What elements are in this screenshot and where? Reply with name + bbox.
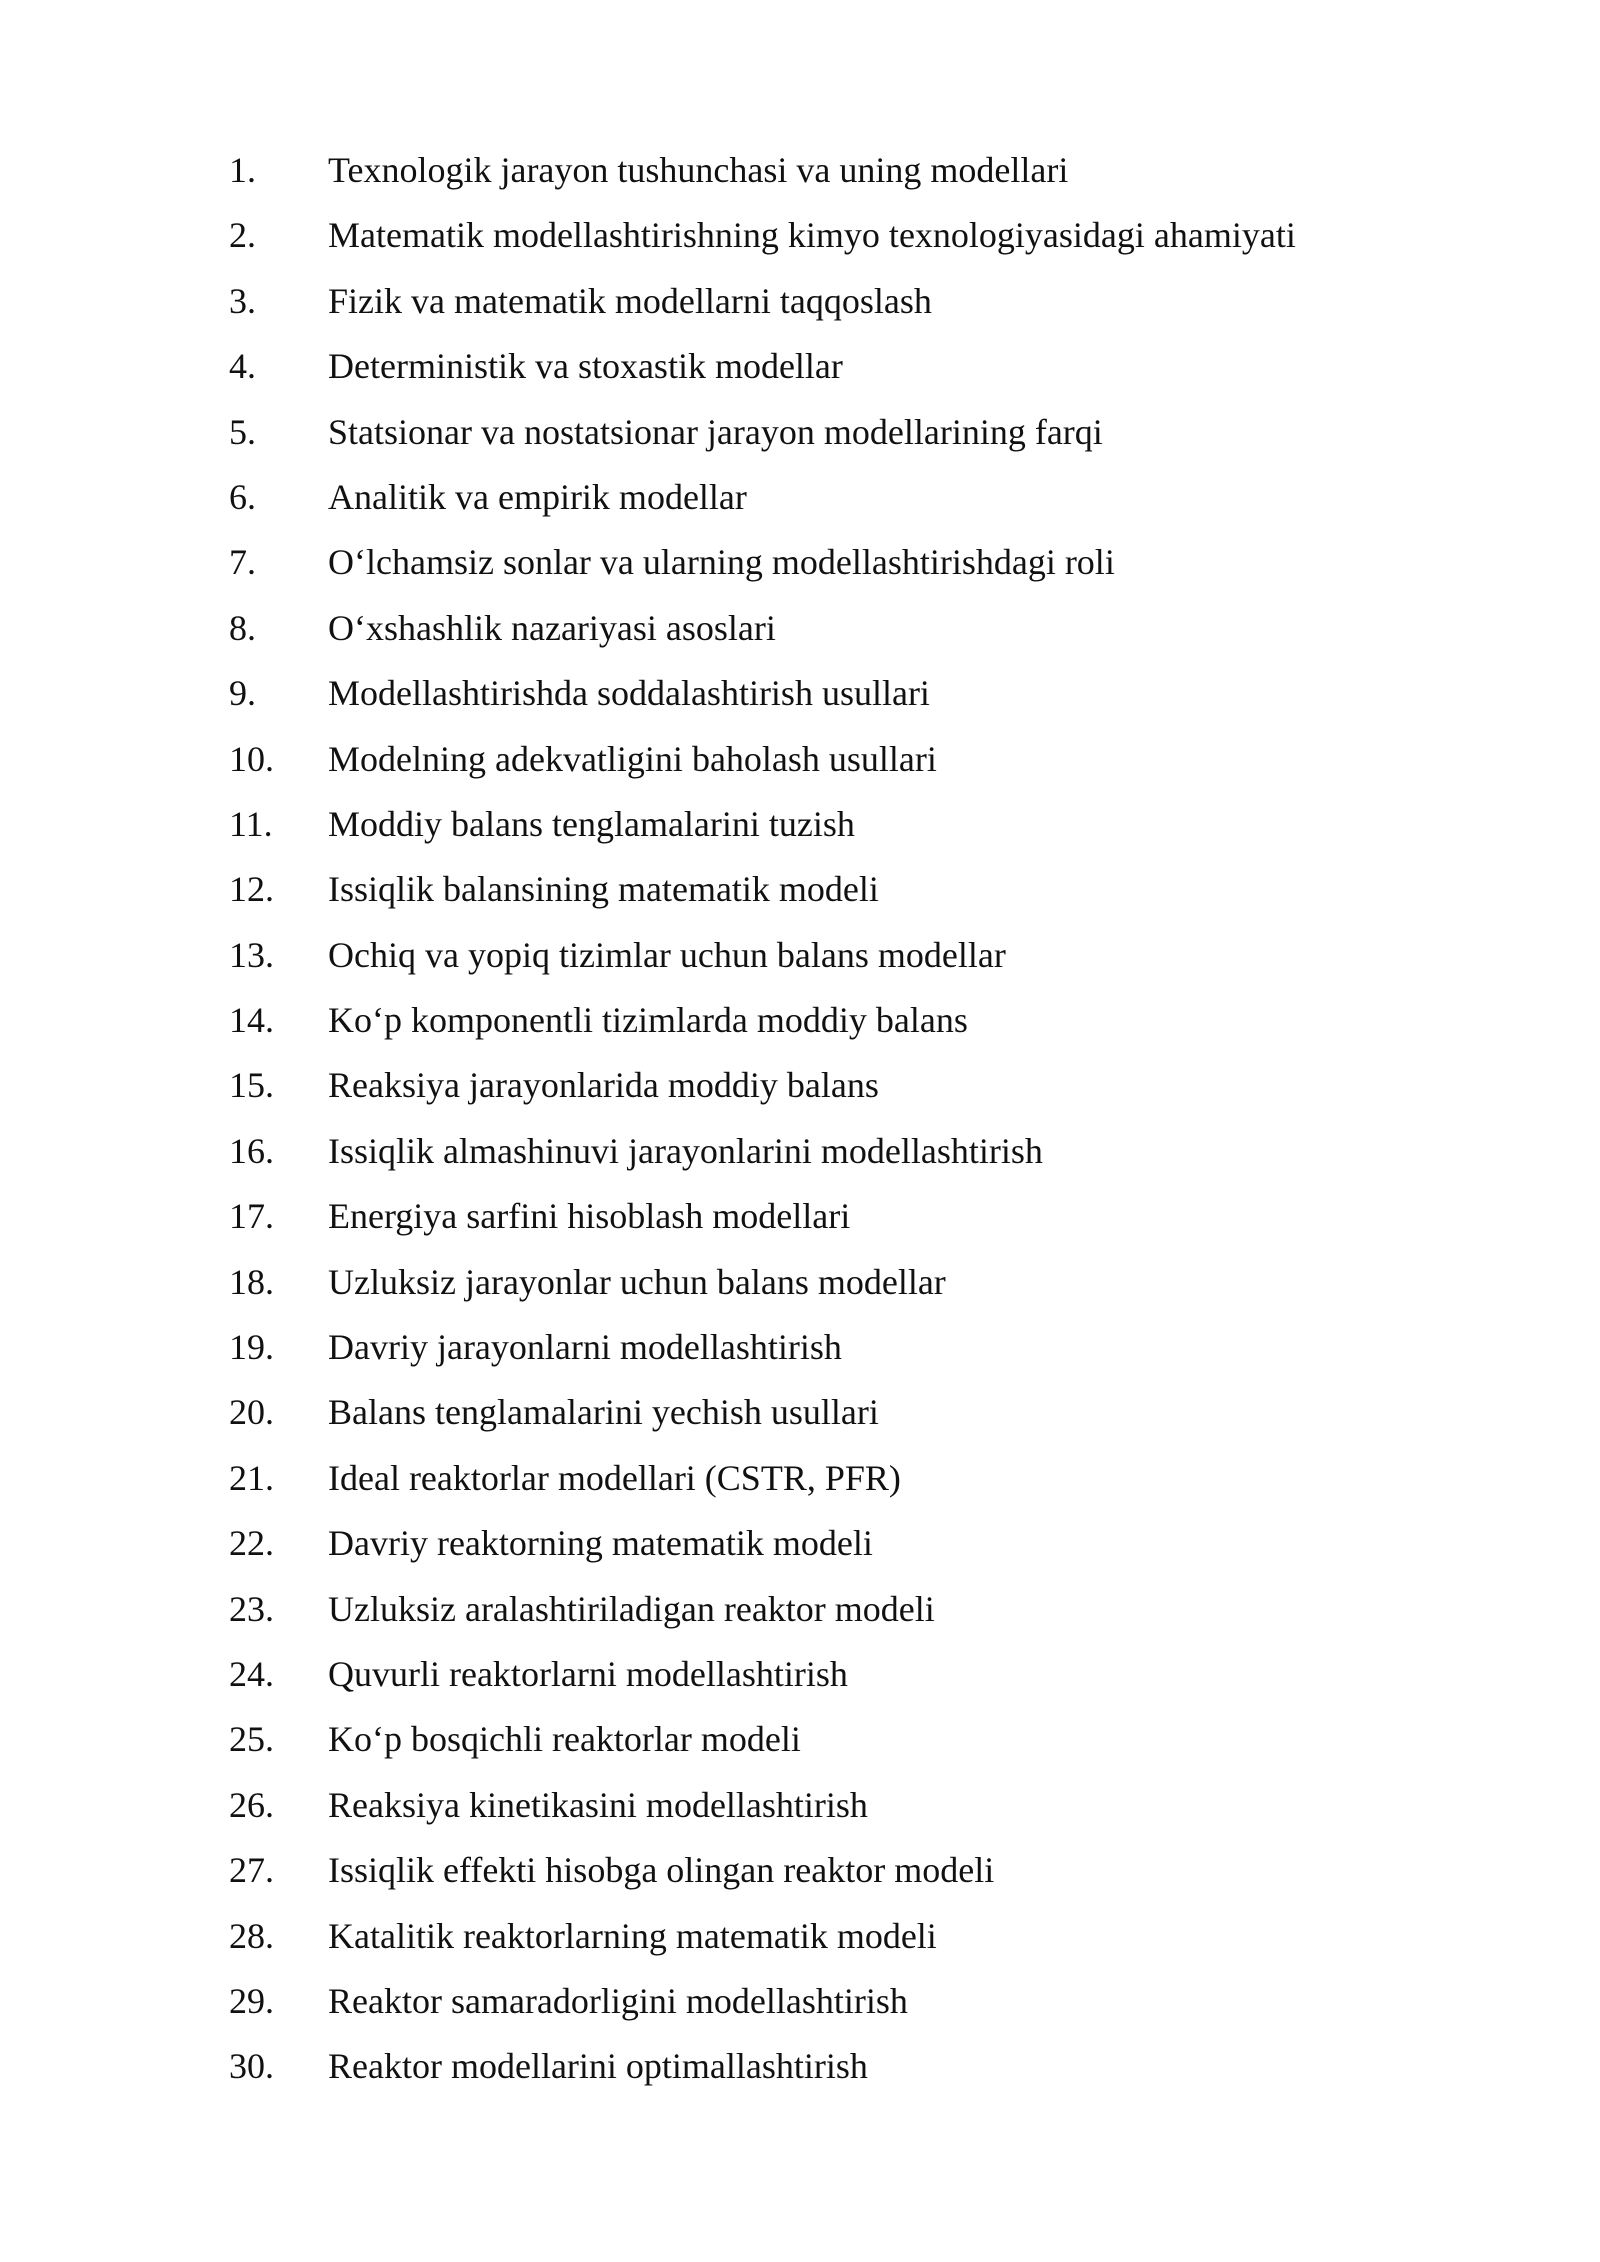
list-item	[229, 1262, 1429, 1327]
list-item	[229, 477, 1429, 542]
list-item-text: Analitik va empirik modellar	[328, 476, 747, 517]
topic-list	[229, 150, 1429, 2112]
list-item	[229, 935, 1429, 1000]
list-item	[229, 1000, 1429, 1065]
list-item-text: Issiqlik almashinuvi jarayonlarini modellashtirish	[328, 1130, 1043, 1171]
list-item-number: 22.	[229, 1523, 274, 1564]
list-item-number: 6.	[229, 476, 256, 517]
list-item-text: Davriy reaktorning matematik modeli	[328, 1523, 873, 1564]
list-item	[229, 1589, 1429, 1654]
list-item	[229, 1131, 1429, 1196]
list-item-number: 25.	[229, 1719, 274, 1760]
list-item-number: 2.	[229, 215, 256, 256]
list-item-number: 8.	[229, 607, 256, 648]
list-item-number: 12.	[229, 869, 274, 910]
list-item-number: 7.	[229, 542, 256, 583]
list-item-text: Balans tenglamalarini yechish usullari	[328, 1392, 879, 1433]
list-item-number: 27.	[229, 1850, 274, 1891]
list-item-number: 1.	[229, 150, 256, 190]
list-item-number: 30.	[229, 2046, 274, 2087]
list-item-text: Reaktor samaradorligini modellashtirish	[328, 1980, 908, 2021]
list-item	[229, 1785, 1429, 1850]
list-item	[229, 1654, 1429, 1719]
list-item	[229, 1196, 1429, 1261]
list-item-text: Modelning adekvatligini baholash usullari	[328, 738, 937, 779]
list-item	[229, 281, 1429, 346]
list-item-text: Ochiq va yopiq tizimlar uchun balans modellar	[328, 934, 1006, 975]
list-item	[229, 215, 1429, 280]
list-item-number: 21.	[229, 1457, 274, 1498]
list-item-number: 23.	[229, 1588, 274, 1629]
list-item-number: 18.	[229, 1261, 274, 1302]
list-item	[229, 1916, 1429, 1981]
list-item	[229, 542, 1429, 607]
list-item-text: Reaksiya kinetikasini modellashtirish	[328, 1784, 868, 1825]
list-item	[229, 1981, 1429, 2046]
list-item-number: 17.	[229, 1196, 274, 1237]
list-item-text: Reaktor modellarini optimallashtirish	[328, 2046, 868, 2087]
list-item-text: Deterministik va stoxastik modellar	[328, 346, 843, 387]
list-item-number: 16.	[229, 1130, 274, 1171]
list-item-text: Modellashtirishda soddalashtirish usullari	[328, 673, 930, 714]
list-item-number: 24.	[229, 1653, 274, 1694]
list-item	[229, 1065, 1429, 1130]
list-item	[229, 804, 1429, 869]
list-item-text: Statsionar va nostatsionar jarayon modellarining farqi	[328, 411, 1103, 452]
list-item-text: Fizik va matematik modellarni taqqoslash	[328, 280, 932, 321]
list-item-number: 28.	[229, 1915, 274, 1956]
list-item-text: Issiqlik balansining matematik modeli	[328, 869, 879, 910]
list-item-text: Ideal reaktorlar modellari (CSTR, PFR)	[328, 1457, 901, 1498]
list-item-text: Katalitik reaktorlarning matematik modeli	[328, 1915, 937, 1956]
list-item-text: O‘lchamsiz sonlar va ularning modellashtirishdagi roli	[328, 542, 1115, 583]
list-item	[229, 1327, 1429, 1392]
list-item-text: Energiya sarfini hisoblash modellari	[328, 1196, 851, 1237]
list-item-number: 11.	[229, 803, 273, 844]
list-item-text: Moddiy balans tenglamalarini tuzish	[328, 803, 855, 844]
list-item-text: Uzluksiz jarayonlar uchun balans modellar	[328, 1261, 946, 1302]
list-item-text: Davriy jarayonlarni modellashtirish	[328, 1327, 842, 1368]
list-item	[229, 1719, 1429, 1784]
list-item	[229, 150, 1429, 215]
list-item	[229, 346, 1429, 411]
list-item	[229, 1392, 1429, 1457]
list-item-text: Texnologik jarayon tushunchasi va uning modellari	[328, 150, 1069, 190]
list-item-number: 10.	[229, 738, 274, 779]
list-item	[229, 412, 1429, 477]
list-item-text: Issiqlik effekti hisobga olingan reaktor modeli	[328, 1850, 995, 1891]
list-item	[229, 739, 1429, 804]
list-item	[229, 1850, 1429, 1915]
list-item-text: Quvurli reaktorlarni modellashtirish	[328, 1653, 848, 1694]
list-item-number: 26.	[229, 1784, 274, 1825]
list-item	[229, 673, 1429, 738]
list-item-text: Reaksiya jarayonlarida moddiy balans	[328, 1065, 879, 1106]
list-item-number: 29.	[229, 1980, 274, 2021]
list-item-number: 13.	[229, 934, 274, 975]
list-item-text: Ko‘p komponentli tizimlarda moddiy balans	[328, 1000, 968, 1041]
list-item-number: 19.	[229, 1327, 274, 1368]
list-item	[229, 1523, 1429, 1588]
list-item-number: 15.	[229, 1065, 274, 1106]
list-item	[229, 869, 1429, 934]
list-item	[229, 1458, 1429, 1523]
list-item-number: 3.	[229, 280, 256, 321]
list-item-text: Uzluksiz aralashtiriladigan reaktor modeli	[328, 1588, 935, 1629]
list-item-text: Matematik modellashtirishning kimyo texnologiyasidagi ahamiyati	[328, 215, 1296, 256]
list-item	[229, 608, 1429, 673]
list-item-number: 14.	[229, 1000, 274, 1041]
list-item-number: 9.	[229, 673, 256, 714]
list-item-number: 20.	[229, 1392, 274, 1433]
list-item-text: Ko‘p bosqichli reaktorlar modeli	[328, 1719, 801, 1760]
list-item-text: O‘xshashlik nazariyasi asoslari	[328, 607, 776, 648]
list-item-number: 5.	[229, 411, 256, 452]
list-item	[229, 2046, 1429, 2111]
list-item-number: 4.	[229, 346, 256, 387]
